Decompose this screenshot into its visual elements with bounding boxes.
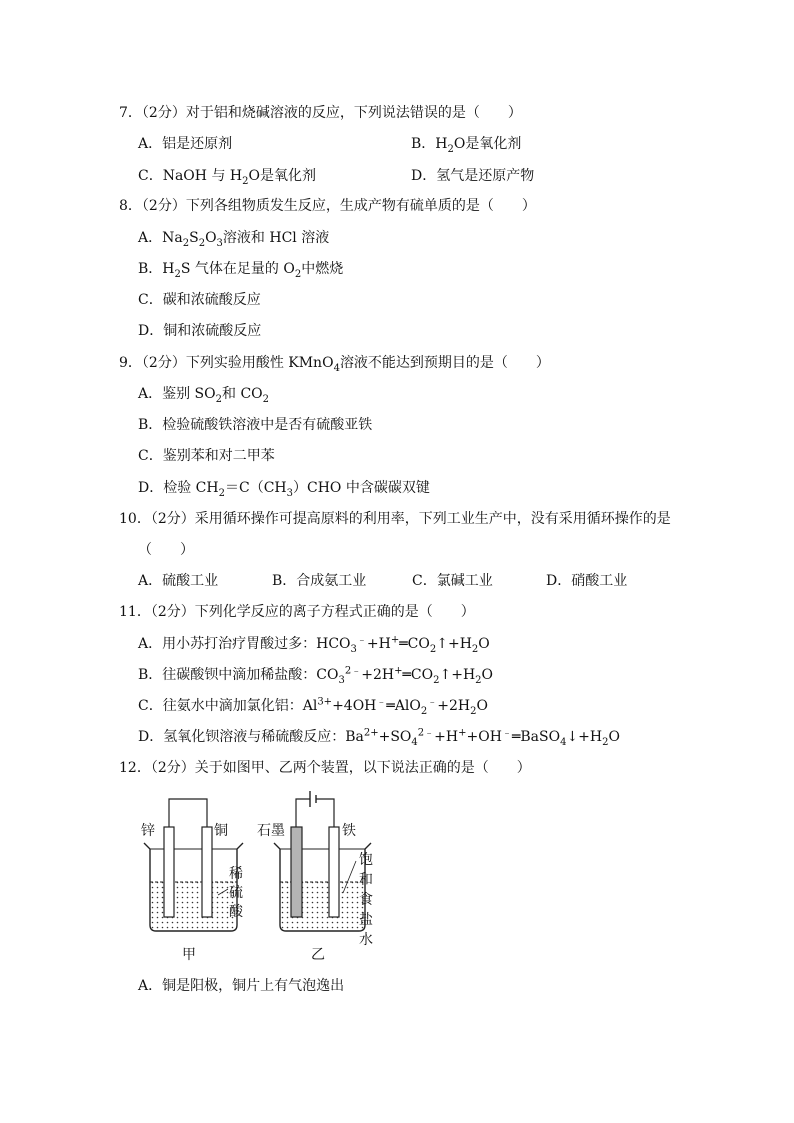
yi-wire <box>296 799 334 827</box>
q8-option-a: A．$Na_2S_2O_3$溶液和 HCl 溶液 <box>138 230 330 249</box>
q10-option-d: D．硝酸工业 <box>546 573 628 589</box>
q7-option-a: A．铝是还原剂 <box>138 136 233 152</box>
yi-solution-char-2: 和 <box>359 872 373 888</box>
q7-option-c: C．NaOH 与 $H_2O$是氧化剂 <box>138 168 316 187</box>
q10-option-a: A．硫酸工业 <box>138 573 219 589</box>
q9-option-c: C．鉴别苯和对二甲苯 <box>138 448 275 464</box>
question-10-stem: 10．（2分）采用循环操作可提高原料的利用率，下列工业生产中，没有采用循环操作的是 <box>119 511 671 527</box>
q10-option-b: B．合成氨工业 <box>272 573 367 589</box>
q7-option-d: D．氢气是还原产物 <box>411 168 535 184</box>
question-8-stem: 8．（2分）下列各组物质发生反应，生成产物有硫单质的是（ ） <box>119 198 536 214</box>
question-9-stem: 9．（2分）下列实验用酸性 KMnO$_4$溶液不能达到预期目的是（ ） <box>119 355 550 374</box>
iron-label: 铁 <box>342 823 356 839</box>
cell-yi <box>257 791 373 963</box>
q10-option-c: C．氯碱工业 <box>412 573 493 589</box>
question-10-stem-cont: （ ） <box>138 542 194 558</box>
yi-solution-char-5: 水 <box>359 932 373 948</box>
jia-wire <box>169 799 207 827</box>
iron-electrode <box>329 827 339 917</box>
q11-option-a: A．用小苏打治疗胃酸过多：$HCO_3^﹣+H^+═CO_2↑+H_2O$ <box>138 634 490 655</box>
question-12-stem: 12．（2分）关于如图甲、乙两个装置，以下说法正确的是（ ） <box>119 760 531 776</box>
yi-label: 乙 <box>311 947 325 963</box>
q11-option-d: D．氢氧化钡溶液与稀硫酸反应：$Ba^{2+}+SO_4^{2﹣}+H^++OH^﹣═BaSO_4↓+H_2O$ <box>138 727 620 748</box>
q9-option-b: B．检验硫酸铁溶液中是否有硫酸亚铁 <box>138 417 373 433</box>
q8-option-b: B．$H_2S$ 气体在足量的 $O_2$中燃烧 <box>138 261 344 280</box>
graphite-electrode <box>291 827 302 917</box>
copper-label: 铜 <box>214 823 228 839</box>
q8-option-c: C．碳和浓硫酸反应 <box>138 292 261 308</box>
yi-solution-char-1: 饱 <box>359 852 373 868</box>
q8-option-d: D．铜和浓硫酸反应 <box>138 323 262 339</box>
cell-jia <box>141 799 244 963</box>
graphite-label: 石墨 <box>257 823 285 839</box>
q7-option-b: B．$H_2O$是氧化剂 <box>411 136 522 155</box>
zinc-label: 锌 <box>141 823 155 839</box>
jia-solution-char-2: 硫 <box>229 885 243 901</box>
jia-solution <box>150 882 237 930</box>
q9-option-a: A．鉴别 $SO_2$和 $CO_2$ <box>138 386 270 405</box>
copper-electrode <box>202 827 212 917</box>
zinc-electrode <box>164 827 174 917</box>
yi-solution-char-3: 食 <box>359 892 373 908</box>
q11-option-b: B．往碳酸钡中滴加稀盐酸：$CO_3^{2﹣}+2H^+═CO_2↑+H_2O$ <box>138 665 494 686</box>
question-11-stem: 11．（2分）下列化学反应的离子方程式正确的是（ ） <box>119 604 475 620</box>
question-7-stem: 7．（2分）对于铝和烧碱溶液的反应，下列说法错误的是（ ） <box>119 105 522 121</box>
q9-option-d: D．检验 $CH_2=C(CH_3)CHO$ 中含碳碳双键 <box>138 480 430 499</box>
q12-option-a: A．铜是阳极，铜片上有气泡逸出 <box>138 978 345 994</box>
jia-label: 甲 <box>182 947 196 963</box>
jia-solution-char-1: 稀 <box>229 866 243 882</box>
yi-solution-char-4: 盐 <box>359 912 373 928</box>
electrochemistry-figure <box>130 785 390 965</box>
q11-option-c: C．往氨水中滴加氯化铝：$Al^{3+}+4OH^﹣═AlO_2^﹣+2H_2O$ <box>138 696 488 717</box>
jia-solution-char-3: 酸 <box>229 904 243 920</box>
